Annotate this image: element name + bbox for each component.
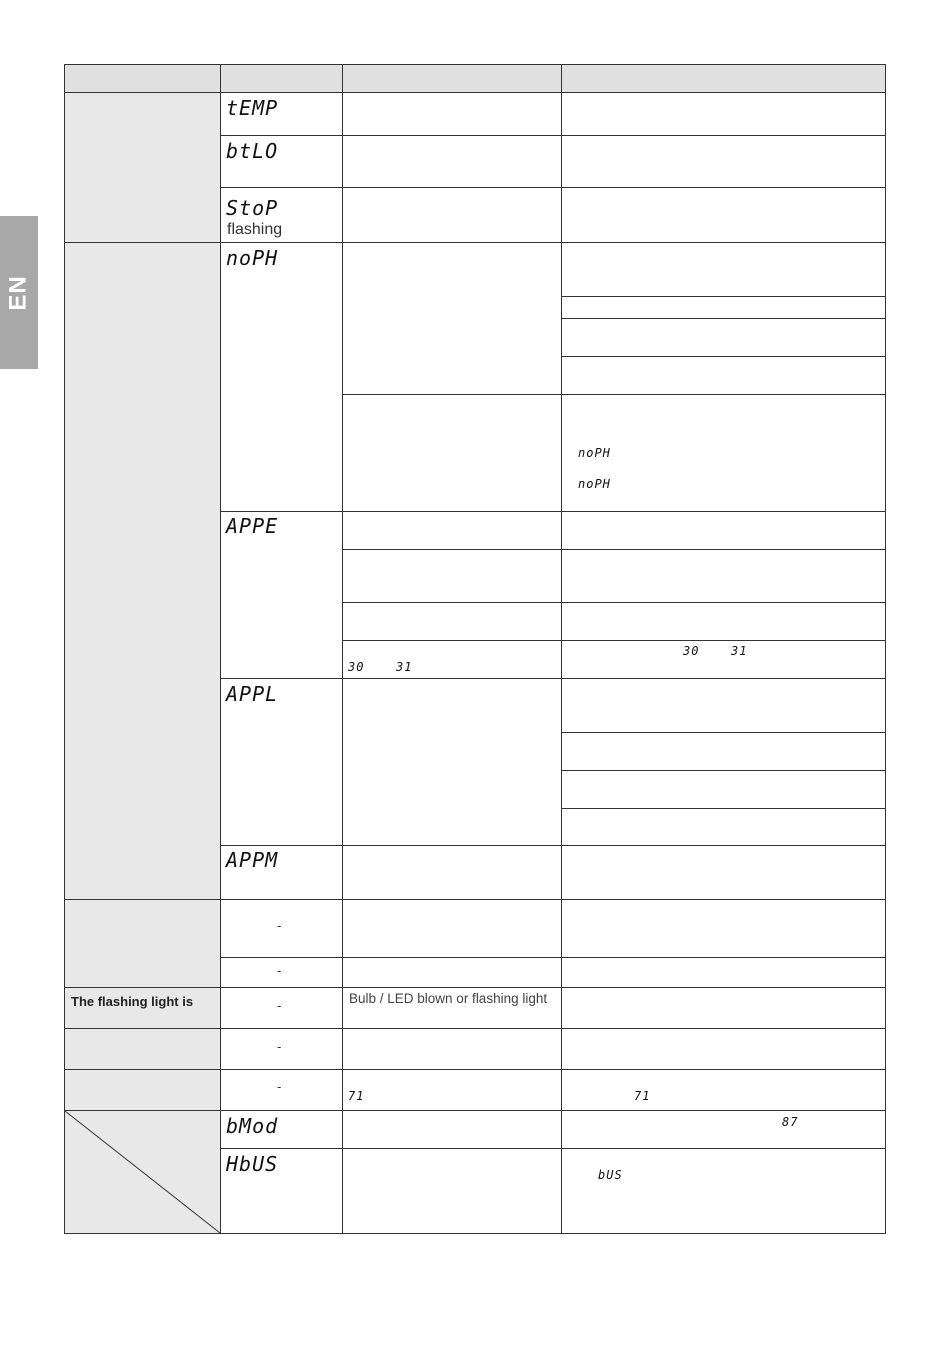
code-appm: APPM [226,848,279,872]
col-divider-3 [561,64,562,1234]
row-divider [561,770,886,771]
row-divider [220,845,886,846]
code-bmod: bMod [226,1114,279,1138]
code-noph-ref: noPH [578,446,611,460]
language-tab-label: EN [5,274,32,311]
code-appl: APPL [226,682,279,706]
flashing-light-label: The flashing light is [71,994,194,1009]
code-noph-ref: noPH [578,477,611,491]
row-divider [561,732,886,733]
dash-mark: - [277,998,282,1013]
row-divider [64,242,886,243]
col-divider-1 [220,64,221,1234]
dash-mark: - [277,1039,282,1054]
row-divider [64,899,886,900]
code-30: 30 [683,644,700,658]
code-btlo: btLO [226,139,279,163]
row-divider [64,1028,886,1029]
col-divider-2 [342,64,343,1234]
row-divider [342,640,886,641]
row-divider [561,356,886,357]
table-border [64,64,886,1234]
code-stop: StoP [226,196,279,220]
dash-mark: - [277,1079,282,1094]
code-temp: tEMP [226,96,279,120]
code-71: 71 [348,1089,365,1103]
row-divider [561,808,886,809]
empty-cell-diagonal [64,1110,221,1234]
row-divider [64,987,886,988]
code-hbus: HbUS [226,1152,279,1176]
code-31: 31 [396,660,413,674]
row-divider [64,92,886,93]
code-87: 87 [782,1115,799,1129]
row-divider [342,602,886,603]
code-appe: APPE [226,514,279,538]
row-divider [342,394,886,395]
row-divider [220,957,886,958]
row-divider [342,549,886,550]
language-tab[interactable] [0,216,38,369]
row-divider [220,135,886,136]
row-divider [561,296,886,297]
row-divider [561,318,886,319]
dash-mark: - [277,963,282,978]
dash-mark: - [277,918,282,933]
code-30: 30 [348,660,365,674]
code-stop-note: flashing [227,221,283,238]
row-divider [220,678,886,679]
code-71: 71 [634,1089,651,1103]
bulb-blown-text: Bulb / LED blown or flashing light [349,991,548,1006]
row-divider [64,1069,886,1070]
code-bus: bUS [598,1168,623,1182]
row-divider [220,1148,886,1149]
row-divider [220,511,886,512]
row-divider [220,187,886,188]
code-31: 31 [731,644,748,658]
code-noph: noPH [226,246,279,270]
